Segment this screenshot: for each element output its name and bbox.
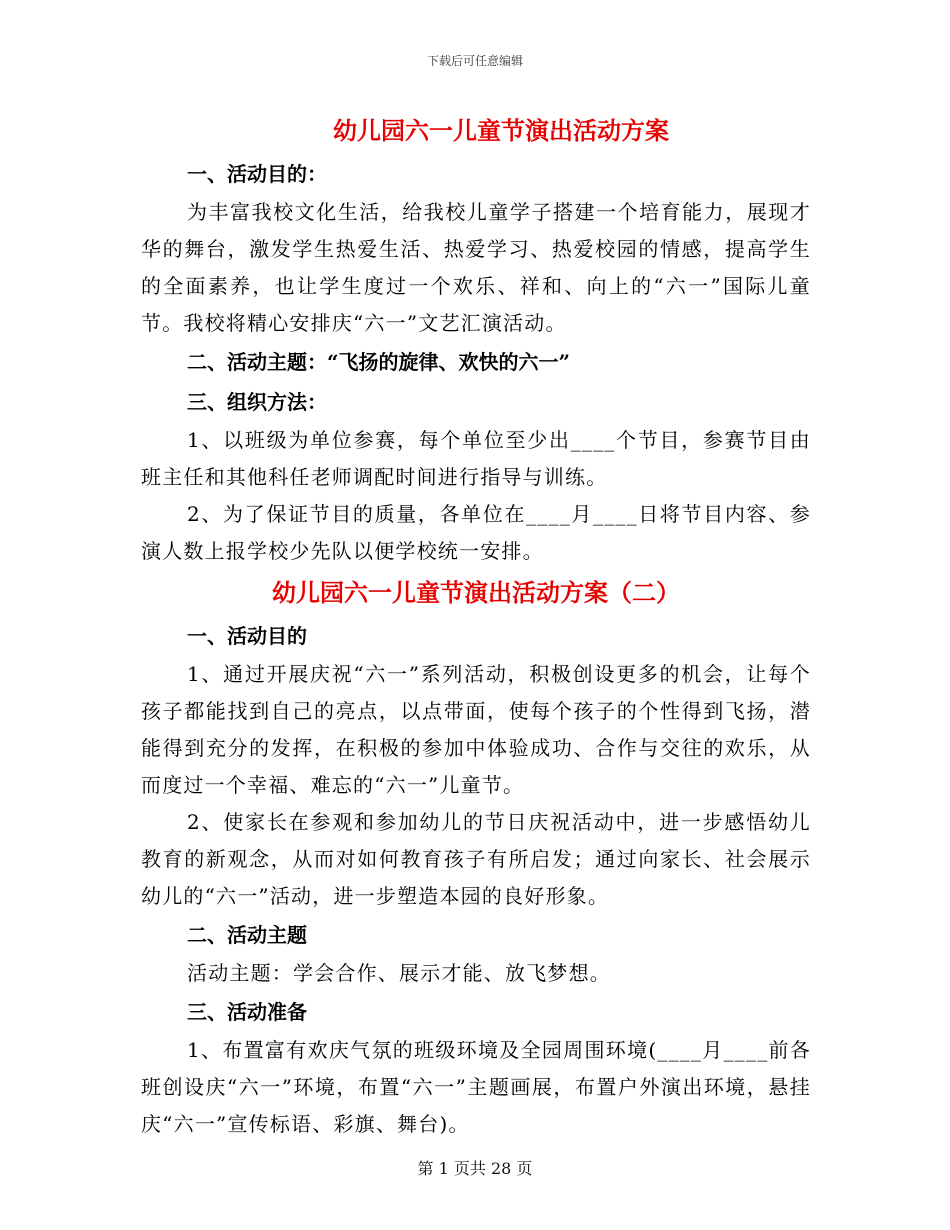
heading-activity-theme: 二、活动主题：“飞扬的旋律、欢快的六一” (187, 350, 571, 374)
paragraph-theme-2: 活动主题：学会合作、展示才能、放飞梦想。 (187, 961, 611, 985)
doc-title-part-two: 幼儿园六一儿童节演出活动方案（二） (272, 578, 680, 607)
paragraph-organization-1: 1、以班级为单位参赛，每个单位至少出____个节目，参赛节目由班主任和其他科任老师调配时间进行指导与训练。 (141, 428, 811, 489)
heading-organization: 三、组织方法： (187, 390, 327, 414)
heading-activity-goal: 一、活动目的： (187, 162, 327, 186)
heading-activity-prep: 三、活动准备 (187, 1000, 307, 1024)
paragraph-goal-2-1: 1、通过开展庆祝“六一”系列活动，积极创设更多的机会，让每个孩子都能找到自己的亮点，以点带面，使每个孩子的个性得到飞扬，潜能得到充分的发挥，在积极的参加中体验成功、合作与交往的欢乐，从而度过一个幸福、难忘的“六一”儿童节。 (141, 662, 811, 797)
doc-title: 幼儿园六一儿童节演出活动方案 (333, 116, 669, 145)
page-header-note: 下载后可任意编辑 (426, 54, 523, 68)
paragraph-organization-2: 2、为了保证节目的质量，各单位在____月____日将节目内容、参演人数上报学校少先队以便学校统一安排。 (141, 502, 811, 563)
document-body (141, 108, 811, 1143)
paragraph-goal-2-2: 2、使家长在参观和参加幼儿的节日庆祝活动中，进一步感悟幼儿教育的新观念，从而对如何教育孩子有所启发；通过向家长、社会展示幼儿的“六一”活动，进一步塑造本园的良好形象。 (141, 810, 811, 908)
heading-activity-theme-2: 二、活动主题 (187, 923, 307, 947)
paragraph-activity-goal: 为丰富我校文化生活，给我校儿童学子搭建一个培育能力，展现才华的舞台，激发学生热爱生活、热爱学习、热爱校园的情感，提高学生的全面素养，也让学生度过一个欢乐、祥和、向上的“六一”国际儿童节。我校将精心安排庆“六一”文艺汇演活动。 (141, 200, 811, 335)
heading-activity-goal-2: 一、活动目的 (187, 624, 307, 648)
paragraph-prep-1: 1、布置富有欢庆气氛的班级环境及全园周围环境(____月____前各班创设庆“六一”环境，布置“六一”主题画展，布置户外演出环境，悬挂庆“六一”宣传标语、彩旗、舞台)。 (141, 1038, 811, 1136)
page-footer: 第 1 页共 28 页 (417, 1159, 533, 1178)
